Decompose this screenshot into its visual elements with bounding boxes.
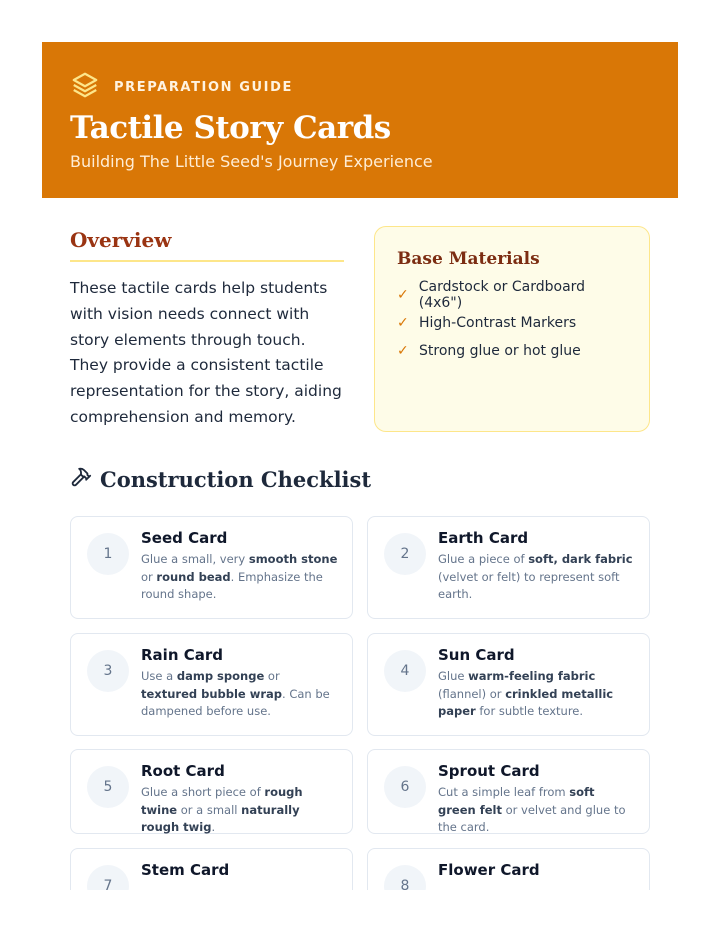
checklist-card bbox=[70, 749, 353, 834]
step-number: 7 bbox=[87, 865, 129, 890]
material-item bbox=[397, 281, 627, 309]
card-description: Glue a small, very smooth stone or round bead. Emphasize the round shape. bbox=[141, 552, 338, 601]
card-title: Flower Card bbox=[438, 861, 540, 879]
checklist-card bbox=[367, 848, 650, 890]
checklist-card bbox=[367, 749, 650, 834]
layers-icon bbox=[70, 70, 100, 104]
card-description: Glue a short piece of rough twine or a small naturally rough twig. bbox=[141, 785, 303, 834]
card-description: Glue warm-feeling fabric (flannel) or crinkled metallic paper for subtle texture. bbox=[438, 669, 614, 718]
step-number: 2 bbox=[384, 533, 426, 575]
card-description: Cut a simple leaf from soft green felt or velvet and glue to the card. bbox=[438, 785, 626, 834]
check-icon: ✓ bbox=[397, 315, 409, 331]
checklist-card bbox=[367, 633, 650, 736]
eyebrow-label: PREPARATION GUIDE bbox=[114, 79, 293, 95]
step-number: 4 bbox=[384, 650, 426, 692]
material-label: High-Contrast Markers bbox=[419, 315, 577, 331]
materials-panel bbox=[374, 226, 650, 432]
checklist-header bbox=[70, 466, 371, 492]
page-subtitle: Building The Little Seed's Journey Experience bbox=[70, 152, 433, 171]
hammer-icon bbox=[70, 466, 92, 492]
step-number: 1 bbox=[87, 533, 129, 575]
check-icon: ✓ bbox=[397, 343, 409, 359]
material-item bbox=[397, 309, 627, 337]
header-banner bbox=[42, 42, 678, 198]
overview-text: These tactile cards help students with vision needs connect with story elements through touch. They provide a consistent tactile representation for the story, aiding comprehension and memory. bbox=[70, 279, 342, 426]
page-title: Tactile Story Cards bbox=[70, 110, 391, 146]
check-icon: ✓ bbox=[397, 287, 409, 303]
step-number: 6 bbox=[384, 766, 426, 808]
checklist-cards bbox=[70, 516, 650, 890]
card-title: Sun Card bbox=[438, 646, 515, 664]
material-item bbox=[397, 337, 627, 365]
card-title: Stem Card bbox=[141, 861, 230, 879]
material-label: Strong glue or hot glue bbox=[419, 343, 581, 359]
checklist-card bbox=[70, 633, 353, 736]
checklist-title: Construction Checklist bbox=[100, 466, 372, 492]
checklist-card bbox=[70, 848, 353, 890]
checklist-card bbox=[367, 516, 650, 619]
card-title: Rain Card bbox=[141, 646, 223, 664]
step-number: 3 bbox=[87, 650, 129, 692]
checklist-card bbox=[70, 516, 353, 619]
card-title: Seed Card bbox=[141, 529, 228, 547]
card-description: Use a damp sponge or textured bubble wrap. Can be dampened before use. bbox=[141, 669, 330, 718]
card-title: Earth Card bbox=[438, 529, 529, 547]
card-title: Sprout Card bbox=[438, 762, 540, 780]
materials-title: Base Materials bbox=[397, 249, 540, 269]
step-number: 8 bbox=[384, 865, 426, 890]
step-number: 5 bbox=[87, 766, 129, 808]
material-label: Cardstock or Cardboard (4x6") bbox=[418, 279, 586, 311]
card-title: Root Card bbox=[141, 762, 225, 780]
card-description: Glue a piece of soft, dark fabric (velvet or felt) to represent soft earth. bbox=[438, 552, 633, 601]
eyebrow bbox=[70, 70, 650, 104]
overview-title: Overview bbox=[70, 228, 344, 262]
overview-section bbox=[70, 228, 344, 431]
